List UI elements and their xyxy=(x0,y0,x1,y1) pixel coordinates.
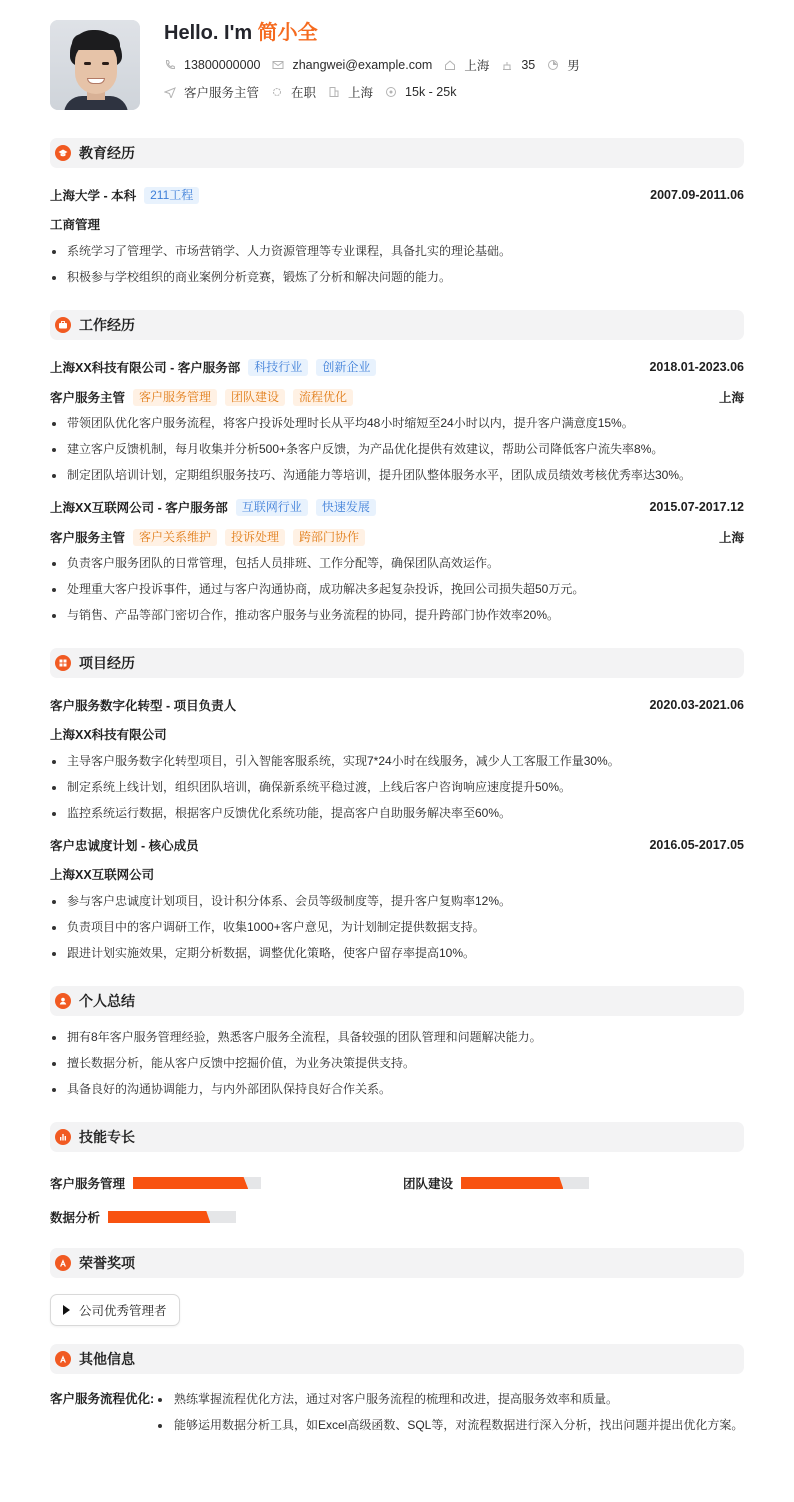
section-header-summary xyxy=(50,986,744,1016)
project-item xyxy=(50,696,744,822)
greeting-title xyxy=(164,20,592,46)
work-position-row xyxy=(50,388,744,406)
awards-list xyxy=(50,1294,744,1326)
salary-text: 15k - 25k xyxy=(405,85,457,99)
award-flame-icon xyxy=(55,1351,71,1367)
work-position-row xyxy=(50,528,744,546)
award-flame-icon xyxy=(55,1255,71,1271)
company-tag: 创新企业 xyxy=(316,359,376,376)
triangle-right-icon xyxy=(63,1305,70,1315)
project-title-row xyxy=(50,696,744,714)
section-header-projects xyxy=(50,648,744,678)
profile-header xyxy=(50,20,744,110)
project-company: 上海XX科技有限公司 xyxy=(50,728,167,742)
target-position-icon xyxy=(164,86,176,98)
list-item: 跟进计划实施效果，定期分析数据，调整优化策略，使客户留存率提高10%。 xyxy=(50,944,744,962)
skill-name: 数据分析 xyxy=(50,1211,101,1225)
user-icon xyxy=(55,993,71,1009)
skill-progress-bar xyxy=(108,1211,236,1223)
list-item: 制定系统上线计划，组织团队培训，确保新系统平稳过渡，上线后客户咨询响应速度提升50%。 xyxy=(50,778,744,796)
phone-info xyxy=(164,58,260,72)
contact-info-row xyxy=(164,57,592,73)
candidate-name: 简小全 xyxy=(257,22,318,44)
work-item xyxy=(50,358,744,484)
section-title: 荣誉奖项 xyxy=(79,1255,135,1271)
skills-list xyxy=(50,1164,744,1232)
skill-tag: 团队建设 xyxy=(225,389,285,406)
work-date: 2018.01-2023.06 xyxy=(649,360,744,374)
work-city-info xyxy=(328,83,373,101)
skill-tag: 投诉处理 xyxy=(225,529,285,546)
list-item: 带领团队优化客户服务流程，将客户投诉处理时长从平均48小时缩短至24小时以内，提升客户满意度15%。 xyxy=(50,414,744,432)
list-item: 参与客户忠诚度计划项目，设计积分体系、会员等级制度等，提升客户复购率12%。 xyxy=(50,892,744,910)
award-name: 公司优秀管理者 xyxy=(79,1304,167,1318)
list-item: 擅长数据分析，能从客户反馈中挖掘价值，为业务决策提供支持。 xyxy=(50,1054,744,1072)
summary-bullets xyxy=(50,1028,744,1098)
bar-chart-icon xyxy=(55,1129,71,1145)
status-icon xyxy=(271,86,283,98)
education-bullets xyxy=(50,242,744,286)
other-info-block xyxy=(50,1382,744,1434)
home-info xyxy=(444,56,489,74)
section-title: 项目经历 xyxy=(79,655,135,671)
section-title: 其他信息 xyxy=(79,1351,135,1367)
other-info-label: 客户服务流程优化: xyxy=(50,1392,155,1406)
briefcase-icon xyxy=(55,317,71,333)
project-item xyxy=(50,836,744,962)
email-text: zhangwei@example.com xyxy=(292,58,433,72)
age-info xyxy=(501,58,535,72)
section-title: 教育经历 xyxy=(79,145,135,161)
list-item: 负责项目中的客户调研工作，收集1000+客户意见，为计划制定提供数据支持。 xyxy=(50,918,744,936)
school-name: 上海大学 - 本科 xyxy=(50,189,137,203)
company-tag: 互联网行业 xyxy=(236,499,308,516)
skill-progress-bar xyxy=(461,1177,589,1189)
status-text: 在职 xyxy=(291,86,317,100)
project-date: 2016.05-2017.05 xyxy=(649,838,744,852)
target-position-text: 客户服务主管 xyxy=(184,86,260,100)
section-header-awards xyxy=(50,1248,744,1278)
work-item xyxy=(50,498,744,624)
target-position-info xyxy=(164,83,259,101)
education-date: 2007.09-2011.06 xyxy=(650,188,744,202)
work-location: 上海 xyxy=(718,531,744,545)
other-info-bullets xyxy=(150,1382,743,1434)
age-text: 35 xyxy=(521,58,536,72)
age-icon xyxy=(501,59,513,71)
list-item: 系统学习了管理学、市场营销学、人力资源管理等专业课程，具备扎实的理论基础。 xyxy=(50,242,744,260)
section-header-other xyxy=(50,1344,744,1374)
skill-tag: 客户关系维护 xyxy=(133,529,217,546)
phone-icon xyxy=(164,59,176,71)
skill-progress-bar xyxy=(133,1177,261,1189)
section-header-work xyxy=(50,310,744,340)
work-company-row xyxy=(50,358,744,376)
skill-tag: 客户服务管理 xyxy=(133,389,217,406)
company-tag: 快速发展 xyxy=(316,499,376,516)
gender-icon xyxy=(547,59,559,71)
skill-name: 团队建设 xyxy=(403,1177,454,1191)
job-info-row xyxy=(164,84,592,100)
major-name: 工商管理 xyxy=(50,218,101,232)
list-item: 与销售、产品等部门密切合作，推动客户服务与业务流程的协同，提升跨部门协作效率20%。 xyxy=(50,606,744,624)
section-title: 工作经历 xyxy=(79,317,135,333)
graduation-cap-icon xyxy=(55,145,71,161)
list-item: 拥有8年客户服务管理经验，熟悉客户服务全流程，具备较强的团队管理和问题解决能力。 xyxy=(50,1028,744,1046)
skill-name: 客户服务管理 xyxy=(50,1177,126,1191)
work-bullets xyxy=(50,414,744,484)
resume-page xyxy=(50,20,744,1434)
school-tag: 211工程 xyxy=(144,187,199,204)
list-item: 监控系统运行数据，根据客户反馈优化系统功能，提高客户自助服务解决率至60%。 xyxy=(50,804,744,822)
project-title-row xyxy=(50,836,744,854)
salary-info xyxy=(385,85,456,99)
skill-tag: 流程优化 xyxy=(293,389,353,406)
project-bullets xyxy=(50,892,744,962)
section-header-education xyxy=(50,138,744,168)
gender-text: 男 xyxy=(567,59,580,73)
list-item: 处理重大客户投诉事件，通过与客户沟通协商，成功解决多起复杂投诉，挽回公司损失超50万元。 xyxy=(50,580,744,598)
project-name: 客户忠诚度计划 - 核心成员 xyxy=(50,839,199,853)
email-info xyxy=(272,58,432,72)
company-name: 上海XX互联网公司 - 客户服务部 xyxy=(50,501,228,515)
work-location: 上海 xyxy=(718,391,744,405)
home-text: 上海 xyxy=(464,59,490,73)
project-name: 客户服务数字化转型 - 项目负责人 xyxy=(50,699,237,713)
position-name: 客户服务主管 xyxy=(50,531,126,545)
company-tag: 科技行业 xyxy=(248,359,308,376)
company-name: 上海XX科技有限公司 - 客户服务部 xyxy=(50,361,241,375)
project-bullets xyxy=(50,752,744,822)
grid-icon xyxy=(55,655,71,671)
list-item: 制定团队培训计划，定期组织服务技巧、沟通能力等培训，提升团队整体服务水平，团队成员绩效考核优秀率达30%。 xyxy=(50,466,744,484)
greeting-text: Hello. I'm xyxy=(164,22,258,44)
award-item[interactable] xyxy=(50,1294,180,1326)
list-item: 积极参与学校组织的商业案例分析竞赛，锻炼了分析和解决问题的能力。 xyxy=(50,268,744,286)
list-item: 建立客户反馈机制，每月收集并分析500+条客户反馈，为产品优化提供有效建议，帮助公司降低客户流失率8%。 xyxy=(50,440,744,458)
list-item: 能够运用数据分析工具，如Excel高级函数、SQL等，对流程数据进行深入分析，找出问题并提出优化方案。 xyxy=(150,1416,743,1434)
skill-item xyxy=(50,1208,236,1226)
position-name: 客户服务主管 xyxy=(50,391,126,405)
section-header-skills xyxy=(50,1122,744,1152)
work-bullets xyxy=(50,554,744,624)
list-item: 具备良好的沟通协调能力，与内外部团队保持良好合作关系。 xyxy=(50,1080,744,1098)
phone-text: 13800000000 xyxy=(184,58,261,72)
work-date: 2015.07-2017.12 xyxy=(649,500,744,514)
list-item: 熟练掌握流程优化方法，通过对客户服务流程的梳理和改进，提高服务效率和质量。 xyxy=(150,1390,743,1408)
building-icon xyxy=(328,86,340,98)
skill-item xyxy=(50,1174,261,1192)
mail-icon xyxy=(272,59,284,71)
skill-item xyxy=(403,1174,589,1192)
project-date: 2020.03-2021.06 xyxy=(649,698,744,712)
avatar xyxy=(50,20,140,110)
section-title: 个人总结 xyxy=(79,993,135,1009)
gender-info xyxy=(547,56,580,74)
education-row xyxy=(50,186,744,204)
salary-icon xyxy=(385,86,397,98)
list-item: 负责客户服务团队的日常管理，包括人员排班、工作分配等，确保团队高效运作。 xyxy=(50,554,744,572)
project-company: 上海XX互联网公司 xyxy=(50,868,155,882)
skill-tag: 跨部门协作 xyxy=(293,529,365,546)
section-title: 技能专长 xyxy=(79,1129,135,1145)
home-icon xyxy=(444,59,456,71)
work-city-text: 上海 xyxy=(348,86,374,100)
status-info xyxy=(271,83,316,101)
work-company-row xyxy=(50,498,744,516)
list-item: 主导客户服务数字化转型项目，引入智能客服系统，实现7*24小时在线服务，减少人工客服工作量30%。 xyxy=(50,752,744,770)
